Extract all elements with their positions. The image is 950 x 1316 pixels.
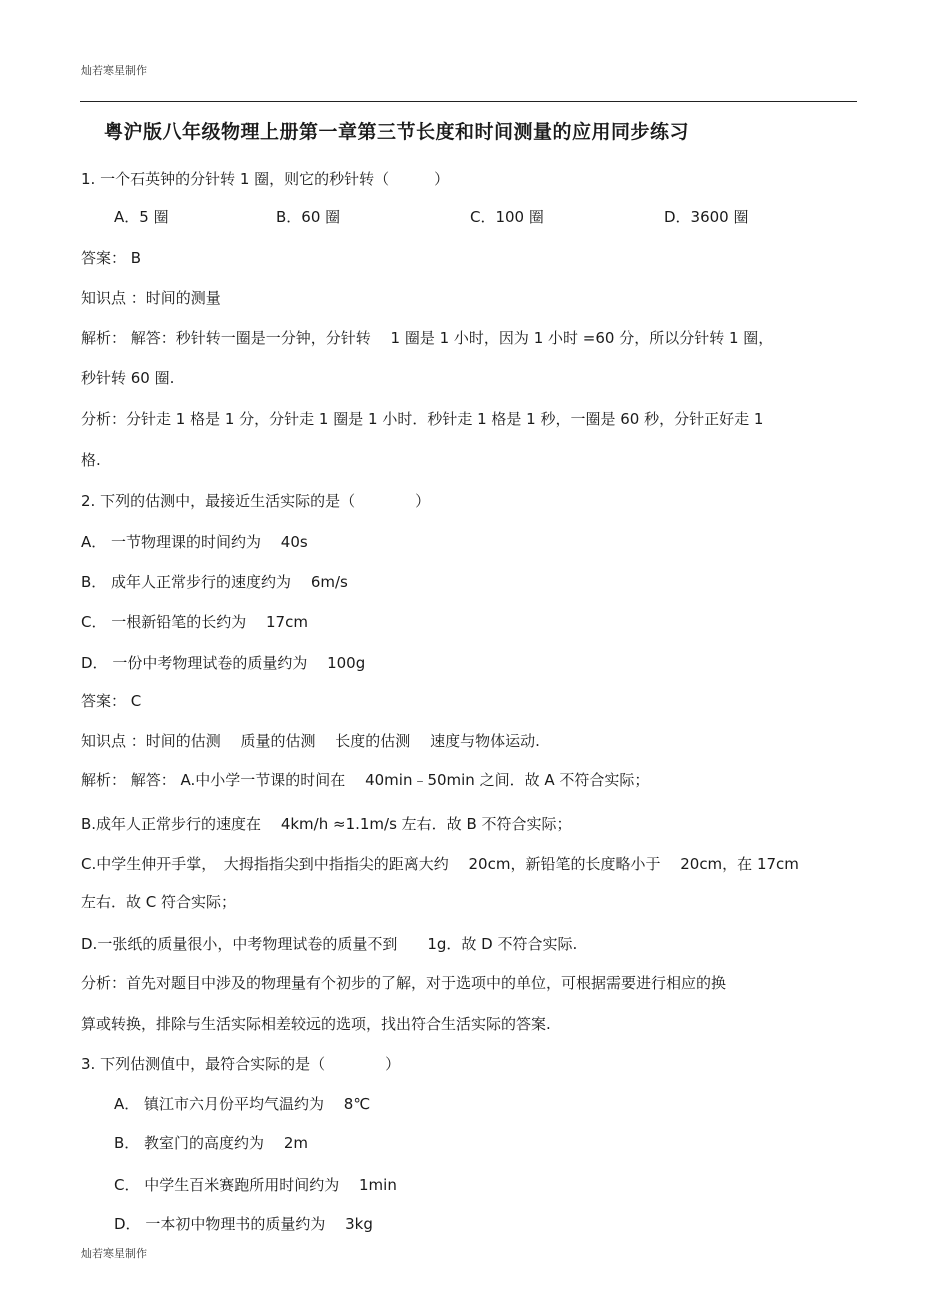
q1-fenxi-line1: 分析：分针走 1 格是 1 分，分针走 1 圈是 1 小时．秒针走 1 格是 1 秒，一圈是 60 秒，分针正好走 1 <box>81 410 764 428</box>
q1-option-d: D．3600 圈 <box>664 208 749 226</box>
q3-option-b: B． 教室门的高度约为 2m <box>114 1134 308 1152</box>
q3-option-c: C． 中学生百米赛跑所用时间约为 1min <box>114 1176 397 1194</box>
q1-option-b: B．60 圈 <box>276 208 341 226</box>
q2-stem: 2. 下列的估测中，最接近生活实际的是（ ） <box>81 492 431 510</box>
q2-analysis-b: B.成年人正常步行的速度在 4km/h ≈1.1m/s 左右．故 B 不符合实际； <box>81 815 572 833</box>
page-footer: 灿若寒星制作 <box>81 1247 147 1260</box>
q1-analysis-line1: 解析： 解答：秒针转一圈是一分钟，分针转 1 圈是 1 小时，因为 1 小时 =60 分，所以分针转 1 圈， <box>81 329 774 347</box>
page-header: 灿若寒星制作 <box>81 64 147 77</box>
q2-analysis-c-line2: 左右．故 C 符合实际； <box>81 893 237 911</box>
document-title: 粤沪版八年级物理上册第一章第三节长度和时间测量的应用同步练习 <box>104 121 690 143</box>
q2-option-d: D． 一份中考物理试卷的质量约为 100g <box>81 654 366 672</box>
q2-option-b: B． 成年人正常步行的速度约为 6m/s <box>81 573 348 591</box>
q1-option-c: C．100 圈 <box>470 208 544 226</box>
q2-fenxi-line2: 算或转换，排除与生活实际相差较远的选项，找出符合生活实际的答案. <box>81 1015 551 1033</box>
q2-option-a: A． 一节物理课的时间约为 40s <box>81 533 308 551</box>
q2-option-c: C． 一根新铅笔的长约为 17cm <box>81 613 308 631</box>
q2-analysis-a: 解析： 解答： A.中小学一节课的时间在 40min﹣50min 之间．故 A 不符合实际； <box>81 771 650 789</box>
q3-option-d: D． 一本初中物理书的质量约为 3kg <box>114 1215 373 1233</box>
q3-stem: 3. 下列估测值中，最符合实际的是（ ） <box>81 1055 401 1073</box>
header-divider <box>80 101 857 102</box>
q1-fenxi-line2: 格. <box>81 451 101 469</box>
q2-answer: 答案： C <box>81 692 142 710</box>
q1-option-a: A．5 圈 <box>114 208 169 226</box>
q2-fenxi-line1: 分析：首先对题目中涉及的物理量有个初步的了解，对于选项中的单位，可根据需要进行相应的换 <box>81 974 727 992</box>
q2-analysis-d: D.一张纸的质量很小，中考物理试卷的质量不到 1g．故 D 不符合实际. <box>81 935 578 953</box>
q1-analysis-line2: 秒针转 60 圈. <box>81 369 175 387</box>
q1-answer: 答案： B <box>81 249 142 267</box>
q1-knowledge: 知识点 ：时间的测量 <box>81 289 221 307</box>
q1-stem: 1. 一个石英钟的分针转 1 圈，则它的秒针转（ ） <box>81 170 450 188</box>
q3-option-a: A． 镇江市六月份平均气温约为 8℃ <box>114 1095 371 1113</box>
q2-knowledge: 知识点 ：时间的估测 质量的估测 长度的估测 速度与物体运动. <box>81 732 540 750</box>
q2-analysis-c-line1: C.中学生伸开手掌， 大拇指指尖到中指指尖的距离大约 20cm，新铅笔的长度略小于 20cm，在 17cm <box>81 855 799 873</box>
